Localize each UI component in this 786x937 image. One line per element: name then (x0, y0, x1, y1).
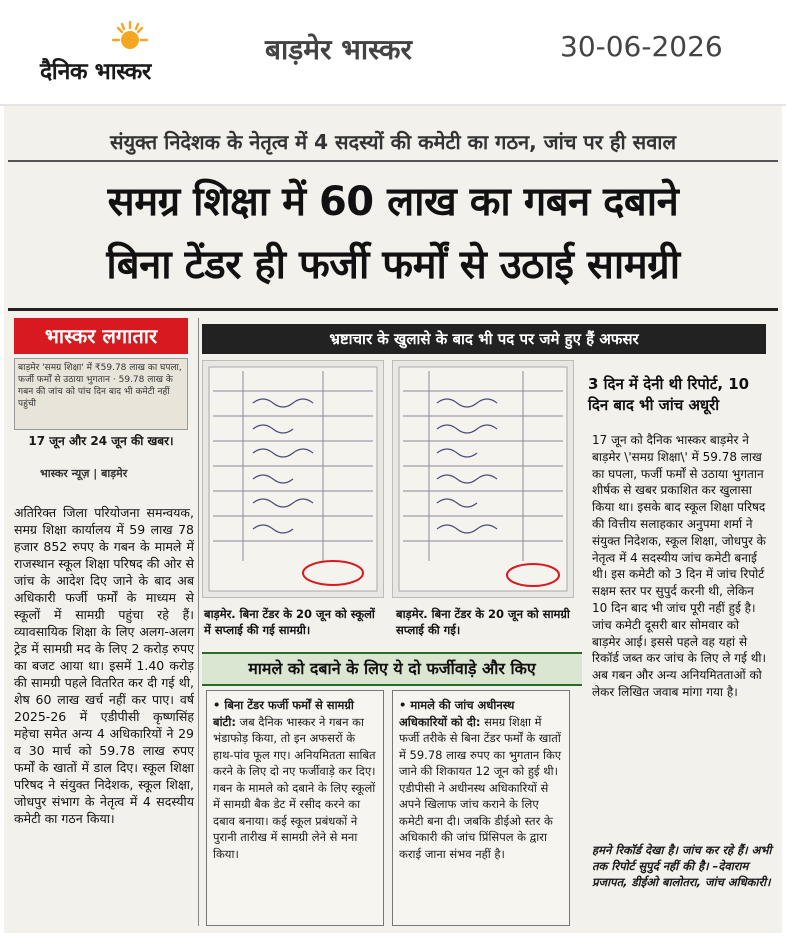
official-quote: हमने रिकॉर्ड देखा है। जांच कर रहे हैं। अभी तक रिपोर्ट सुपुर्द नहीं की है। –देवाराम प्रजापत, डीईओ बालोतरा, जांच अधिकारी। (592, 843, 772, 889)
column-3-body: 17 जून को दैनिक भास्कर बाड़मेर ने बाड़मेर \'समग्र शिक्षा\' में 59.78 लाख का घपला, फर्जी फर्मों से उठाया भुगतान शीर्षक से खबर प्रकाशित कर खुलासा किया था। इसके बाद स्कूल शिक्षा परिषद की वित्तीय सलाहकार अनुपमा शर्मा ने संयुक्त निदेशक, स्कूल शिक्षा, जोधपुर के नेतृत्व में 4 सदस्यीय जांच कमेटी बनाई थी। इस कमेटी को 3 दिन में जांच रिपोर्ट सक्षम स्तर पर सुपुर्द करनी थी, लेकिन 10 दिन बाद भी जांच पूरी नहीं हुई है। जांच कमेटी दूसरी बार सोमवार को बाड़मेर आई। इससे पहले वह यहां से रिकॉर्ड जब्त कर जांच के लिए ले गई थी। अब गबन और अन्य अनियमितताओं को लेकर लिखित जवाब मांगा गया है। (592, 433, 767, 699)
photo-banner: भ्रष्टाचार के खुलासे के बाद भी पद पर जमे हुए हैं अफसर (202, 324, 766, 354)
previous-story-tag: 17 जून और 24 जून की खबर। (28, 434, 174, 448)
dainik-bhaskar-logo[interactable] (40, 20, 220, 85)
photo-caption-1: बाड़मेर. बिना टेंडर के 20 जून को स्कूलों में सप्लाई की गई सामग्री। (204, 607, 375, 637)
byline: भास्कर न्यूज़ | बाड़मेर (40, 467, 128, 480)
info-box-2-title: • मामले की जांच अधीनस्थ अधिकारियों को दी: (399, 698, 515, 729)
divider (8, 160, 778, 162)
bhaskar-lagatar-badge: भास्कर लगातार (14, 318, 188, 354)
edition-date: 30-06-2026 (560, 30, 723, 63)
section-heading: मामले को दबाने के लिए ये दो फर्जीवाड़े और किए (202, 652, 582, 686)
column-1-body: अतिरिक्त जिला परियोजना समन्वयक, समग्र शिक्षा कार्यालय में 59 लाख 78 हजार 852 रुपए के गबन के मामले में राजस्थान स्कूल शिक्षा परिषद की ओर से जांच के आदेश दिए जाने के बाद अब अधिकारी फर्जी फर्मों के माध्यम से स्कूलों में सामग्री पहुंचा रहे हैं। व्यावसायिक शिक्षा के लिए अलग-अलग ट्रेड में सामग्री मद के लिए 2 करोड़ रुपए का बजट आया था। इसमें 1.40 करोड़ की सामग्री पहले वितरित कर दी गई थी, शेष 60 लाख खर्च नहीं कर पाए। वर्ष 2025-26 में एडीपीसी कृष्णसिंह महेचा समेत अन्य 4 अधिकारियों ने 29 व 30 मार्च को 59.78 लाख रुपए फर्मों के खातों में डाल दिए। स्कूल शिक्षा परिषद ने संयुक्त निदेशक, स्कूल शिक्षा, जोधपुर संभाग के नेतृत्व में 4 सदस्यीय कमेटी का गठन किया। (14, 505, 194, 826)
headline-line-2: बिना टेंडर ही फर्जी फर्मों से उठाई सामग्री (106, 242, 680, 288)
edition-name: बाड़मेर भास्कर (265, 33, 412, 66)
divider (8, 308, 778, 311)
document-photo-1 (202, 360, 384, 598)
logo-text: दैनिक भास्कर (40, 59, 151, 85)
info-box-1-body: जब दैनिक भास्कर ने गबन का भंडाफोड़ किया, तो इन अफसरों के हाथ-पांव फूल गए। अनियमितता साबित करने के लिए दो नए फर्जीवाड़े कर दिए। गबन के मामले को दबाने के लिए स्कूलों में सामग्री बैक डेट में रसीद करने का दबाव बनाया। कई स्कूल प्रबंधकों ने पुरानी तारीख में सामग्री लेने से मना किया। (213, 714, 376, 861)
register-image (203, 361, 383, 597)
kicker-line: संयुक्त निदेशक के नेतृत्व में 4 सदस्यों की कमेटी का गठन, जांच पर ही सवाल (109, 130, 677, 154)
photo-caption-2: बाड़मेर. बिना टेंडर के 20 जून को सामग्री सप्लाई की गई। (396, 607, 570, 637)
previous-story-clip: बाड़मेर 'समग्र शिक्षा' में ₹59.78 लाख का घपला, फर्जी फर्मों से उठाया भुगतान · 59.78 लाख के गबन की जांच को पांच दिन बाद भी कमेटी नहीं पहुंची (14, 358, 188, 430)
headline-line-1: समग्र शिक्षा में 60 लाख का गबन दबाने (107, 179, 679, 225)
info-box-1 (206, 690, 384, 926)
info-box-1-title: • बिना टेंडर फर्जी फर्मों से सामग्री बांटी: (213, 698, 354, 729)
sun-icon (112, 20, 148, 54)
info-box-2-body: समग्र शिक्षा में फर्जी तरीके से बिना टेंडर फर्मों के खातों में 59.78 लाख रुपए का भुगतान किए जाने की शिकायत 12 जून को हुई थी। एडीपीसी ने अधीनस्थ अधिकारियों से अपने खिलाफ जांच कराने के लिए कमेटी बना दी। जबकि डीईओ स्तर के अधिकारी की जांच प्रिंसिपल के द्वारा कराई जाना संभव नहीं है। (399, 714, 562, 861)
page-header (0, 0, 786, 106)
register-image (393, 361, 573, 597)
column-divider (198, 318, 199, 926)
info-box-2 (392, 690, 570, 926)
column-3-subhead: 3 दिन में देनी थी रिपोर्ट, 10 दिन बाद भी जांच अधूरी (588, 375, 750, 414)
document-photo-2 (392, 360, 574, 598)
